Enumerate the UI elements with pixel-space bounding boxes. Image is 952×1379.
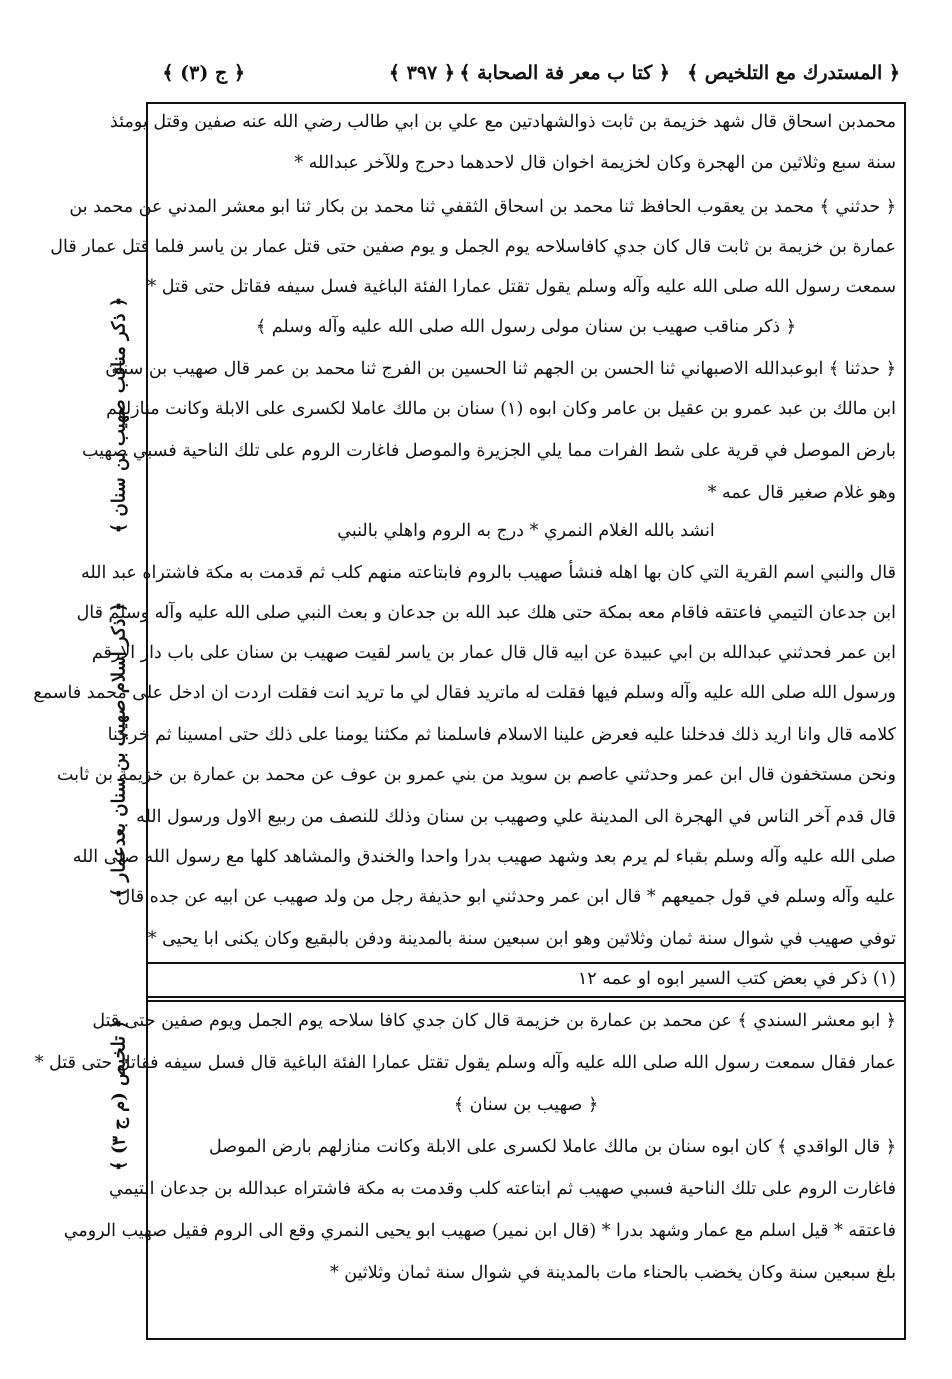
talkhis-line: عمار فقال سمعت رسول الله صلى الله عليه وآله وسلم يقول تقتل عمارا الفئة الباغية قال فسل سيفه فقاتل حتى قتل * [34, 1053, 896, 1073]
text-line: كلامه قال وانا اريد ذلك فدخلنا عليه فعرض علينا الاسلام فاسلمنا ثم مكثنا يومنا على ذلك حتى امسينا ثم خرجنا [107, 725, 896, 745]
margin-note: ﴿ ذكر مناقب صهيب بن سنان ﴾ [108, 296, 130, 534]
text-line: صلى الله عليه وآله وسلم بقباء لم يرم بعد وشهد صهيب بدرا واحدا والخندق والمشاهد كلها مع رسول الله صلى الله [72, 847, 896, 867]
header-volume: ﴿ ج (٣) ﴾ [162, 62, 245, 84]
text-line: توفي صهيب في شوال سنة ثمان وثلاثين وهو ابن سبعين سنة بالمدينة ودفن بالبقيع وكان يكنى ابا يحيى * [147, 929, 896, 949]
text-line: ﴿ حدثنا ﴾ ابوعبدالله الاصبهاني ثنا الحسن بن الجهم ثنا الحسين بن الفرج ثنا محمد بن عمر قال صهيب بن سنان [105, 359, 896, 379]
talkhis-line: ﴿ ابو معشر السندي ﴾ عن محمد بن عمارة بن خزيمة قال كان جدي كافا سلاحه يوم الجمل ويوم صفين حتى قتل [92, 1011, 896, 1031]
margin-note: ﴿ ذكر اسلام صهيب بن سنان بعدعمار ﴾ [108, 601, 130, 899]
text-line: سمعت رسول الله صلى الله عليه وآله وسلم يقول تقتل عمارا الفئة الباغية فسل سيفه فقاتل حتى قتل * [147, 277, 896, 297]
text-line: بارض الموصل في قرية على شط الفرات مما يلي الجزيرة والموصل فاغارت الروم على تلك الناحية فسبي صهيب [81, 441, 896, 461]
verse-line: انشد بالله الغلام النمري * درج به الروم واهلي بالنبي [337, 521, 715, 541]
section-heading: ﴿ ذكر مناقب صهيب بن سنان مولى رسول الله صلى الله عليه وآله وسلم ﴾ [255, 317, 797, 337]
talkhis-line: فاغارت الروم على تلك الناحية فسبي صهيب ثم ابتاعته كلب وقدمت به مكة فاشتراه عبدالله بن جدعان التيمي [109, 1179, 896, 1199]
margin-note: ﴿ تلخيص (م ج ٣) ﴾ [108, 1019, 130, 1171]
talkhis-separator [146, 996, 906, 998]
text-line: محمدبن اسحاق قال شهد خزيمة بن ثابت ذوالشهادتين مع علي بن ابي طالب رضي الله عنه صفين وقتل يومئذ [110, 112, 896, 132]
text-line: قال قدم آخر الناس في الهجرة الى المدينة علي وصهيب بن سنان وذلك للنصف من ربيع الاول ورسول الله [136, 807, 896, 827]
text-line: ابن عمر فحدثني عبدالله بن ابي عبيدة عن ابيه قال قال عمار بن ياسر لقيت صهيب بن سنان على باب دار الارقم [91, 643, 896, 663]
header-page-number: ﴿ ٣٩٧ ﴾ [388, 62, 455, 84]
header-book-title: ﴿ المستدرك مع التلخيص ﴾ [687, 62, 900, 84]
footnote-separator [146, 962, 906, 964]
talkhis-line: فاعتقه * قيل اسلم مع عمار وشهد بدرا * (قال ابن نمير) صهيب ابو يحيى النمري وقع الى الروم فقيل صهيب الرومي [63, 1221, 896, 1241]
text-line: ابن جدعان التيمي فاعتقه فاقام معه بمكة حتى هلك عبد الله بن جدعان و بعث النبي صلى الله عليه وآله وسلم قال [76, 603, 896, 623]
text-line: عليه وآله وسلم في قول جميعهم * قال ابن عمر وحدثني ابو حذيفة رجل من ولد صهيب عن ابيه عن جده قال [117, 887, 896, 907]
text-line: ﴿ حدثني ﴾ محمد بن يعقوب الحافظ ثنا محمد بن اسحاق الثقفي ثنا محمد بن بكار ثنا ابو معشر المدني عن محمد بن [69, 197, 896, 217]
footnote: (١) ذكر في بعض كتب السير ابوه او عمه ١٢ [577, 969, 896, 989]
header-section-title: ﴿ كتا ب معر فة الصحابة ﴾ [459, 62, 670, 84]
text-line: قال والنبي اسم القرية التي كان بها اهله فنشأ صهيب بالروم فابتاعته منهم كلب ثم قدمت به مكة فاشتراه عبد الله [80, 563, 896, 583]
talkhis-line: بلغ سبعين سنة وكان يخضب بالحناء مات بالمدينة في شوال سنة ثمان وثلاثين * [329, 1263, 896, 1283]
running-header [150, 62, 900, 96]
talkhis-heading: ﴿ صهيب بن سنان ﴾ [453, 1095, 599, 1115]
text-line: ابن مالك بن عبد عمرو بن عقيل بن عامر وكان ابوه (١) سنان بن مالك عاملا لكسرى على الابلة وكانت منازلهم [106, 399, 896, 419]
talkhis-separator-inner [146, 1000, 906, 1002]
text-line: عمارة بن خزيمة بن ثابت قال كان جدي كافاسلاحه يوم الجمل و يوم صفين حتى قتل عمار بن ياسر فلما قتل عمار قال [50, 237, 896, 257]
text-line: ورسول الله صلى الله عليه وآله وسلم فيها فقلت له ماتريد فقال لي ما تريد انت فقلت اردت ان ادخل على محمد فاسمع [33, 683, 896, 703]
talkhis-line: ﴿ قال الواقدي ﴾ كان ابوه سنان بن مالك عاملا لكسرى على الابلة وكانت منازلهم بارض الموصل [208, 1137, 896, 1157]
text-line: وهو غلام صغير قال عمه * [707, 483, 896, 503]
text-line: ونحن مستخفون قال ابن عمر وحدثني عاصم بن سويد من بني عمرو بن عوف عن محمد بن عمارة بن خزيمة بن ثابت [56, 765, 896, 785]
text-line: سنة سبع وثلاثين من الهجرة وكان لخزيمة اخوان قال لاحدهما دحرج وللآخر عبدالله * [294, 153, 896, 173]
